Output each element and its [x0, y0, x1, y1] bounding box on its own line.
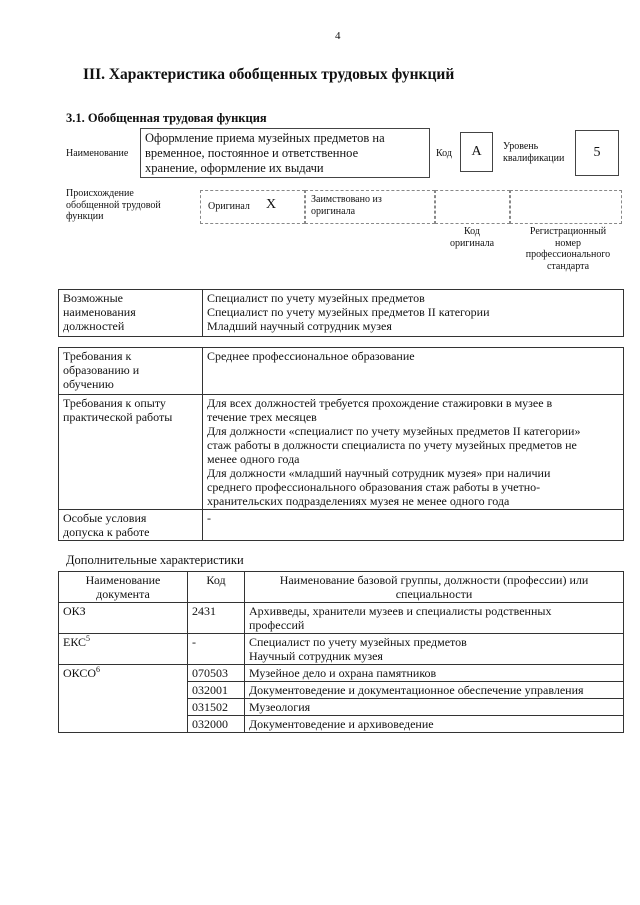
experience-line: Для должности «младший научный сотрудник музея» при наличии	[207, 466, 551, 480]
education-label-line: Требования к	[63, 349, 132, 363]
code-original-caption	[437, 226, 507, 249]
okso-code: 070503	[188, 665, 245, 682]
eks-code: -	[188, 634, 245, 665]
eks-name	[245, 634, 624, 665]
original-label: Оригинал	[208, 201, 250, 212]
function-name-box	[140, 128, 430, 178]
okso-footnote-ref: 6	[96, 665, 101, 674]
col-header-code: Код	[188, 572, 245, 603]
education-label-line: образованию и	[63, 363, 140, 377]
origin-label	[66, 188, 161, 223]
okz-name-line: Архивведы, хранители музеев и специалисты родственных	[249, 604, 552, 618]
table-row	[59, 634, 624, 665]
col-header-name-line: Наименование базовой группы, должности (профессии) или	[279, 573, 589, 587]
okso-doc	[59, 665, 188, 733]
function-name-line: Оформление приема музейных предметов на	[145, 131, 385, 145]
experience-line: среднего профессионального образования стаж работы в учетно-	[207, 480, 541, 494]
positions-label-line: наименования	[63, 305, 136, 319]
special-value: -	[203, 510, 624, 541]
education-value: Среднее профессиональное образование	[203, 348, 624, 395]
code-original-line: оригинала	[449, 237, 495, 249]
requirements-table	[58, 347, 624, 541]
reg-number-line: профессионального	[525, 249, 611, 260]
position-item: Специалист по учету музейных предметов	[207, 291, 425, 305]
experience-label	[59, 395, 203, 510]
okso-name: Документоведение и документационное обеспечение управления	[245, 682, 624, 699]
origin-label-line: обобщенной трудовой	[66, 199, 161, 211]
experience-line: течение трех месяцев	[207, 410, 317, 424]
okz-name-line: профессий	[249, 618, 305, 632]
reg-number-cell	[510, 190, 622, 224]
origin-label-line: Происхождение	[66, 188, 134, 199]
function-name-line: хранение, оформление их выдачи	[145, 161, 324, 175]
col-header-name-line: специальности	[395, 587, 473, 601]
eks-name-line: Специалист по учету музейных предметов	[249, 635, 467, 649]
position-item: Специалист по учету музейных предметов II категории	[207, 305, 490, 319]
okso-doc-text: ОКСО	[63, 666, 97, 680]
position-item: Младший научный сотрудник музея	[207, 319, 392, 333]
original-mark: X	[266, 197, 277, 212]
level-value: 5	[575, 130, 619, 176]
okso-name: Музейное дело и охрана памятников	[245, 665, 624, 682]
special-label	[59, 510, 203, 541]
level-label-line: Уровень	[503, 141, 539, 152]
positions-label-line: должностей	[63, 319, 125, 333]
additional-title: Дополнительные характеристики	[66, 553, 244, 567]
code-value: А	[460, 132, 493, 172]
reg-number-caption	[512, 226, 624, 272]
experience-line: стаж работы в должности специалиста по учету музейных предметов не	[207, 438, 577, 452]
special-label-line: допуска к работе	[63, 525, 150, 539]
additional-table	[58, 571, 624, 733]
okso-code: 031502	[188, 699, 245, 716]
level-label-line: квалификации	[503, 152, 565, 164]
function-name-line: временное, постоянное и ответственное	[145, 146, 359, 160]
okz-name	[245, 603, 624, 634]
level-label	[503, 141, 564, 164]
education-label	[59, 348, 203, 395]
experience-value	[203, 395, 624, 510]
experience-line: менее одного года	[207, 452, 300, 466]
experience-line: хранительских подразделениях музея не менее одного года	[207, 494, 510, 508]
okso-code: 032000	[188, 716, 245, 733]
eks-doc-text: ЕКС	[63, 635, 87, 649]
code-original-cell	[435, 190, 510, 224]
table-row	[59, 603, 624, 634]
positions-table	[58, 289, 624, 337]
reg-number-line: стандарта	[546, 260, 590, 272]
eks-footnote-ref: 5	[86, 634, 91, 643]
experience-line: Для должности «специалист по учету музейных предметов II категории»	[207, 424, 581, 438]
col-header-doc-line: Наименование	[85, 573, 161, 587]
page-number: 4	[335, 30, 341, 42]
positions-label	[59, 290, 203, 337]
borrowed-label	[311, 194, 382, 217]
name-label: Наименование	[66, 148, 129, 159]
positions-label-line: Возможные	[63, 291, 123, 305]
experience-label-line: Требования к опыту	[63, 396, 166, 410]
subsection-title: 3.1. Обобщенная трудовая функция	[66, 111, 267, 125]
positions-values	[203, 290, 624, 337]
okz-doc: ОКЗ	[59, 603, 188, 634]
origin-label-line: функции	[66, 211, 104, 222]
experience-line: Для всех должностей требуется прохождение стажировки в музее в	[207, 396, 553, 410]
reg-number-line: Регистрационный	[529, 226, 607, 237]
section-title: III. Характеристика обобщенных трудовых функций	[83, 66, 455, 83]
code-label: Код	[436, 148, 452, 159]
okso-name: Музеология	[245, 699, 624, 716]
col-header-doc	[59, 572, 188, 603]
reg-number-line: номер	[555, 237, 581, 249]
borrowed-label-line: оригинала	[311, 205, 356, 217]
col-header-name	[245, 572, 624, 603]
table-row	[59, 665, 624, 682]
okso-name: Документоведение и архивоведение	[245, 716, 624, 733]
eks-doc	[59, 634, 188, 665]
experience-label-line: практической работы	[63, 410, 173, 424]
col-header-doc-line: документа	[96, 587, 150, 601]
okso-code: 032001	[188, 682, 245, 699]
eks-name-line: Научный сотрудник музея	[249, 649, 383, 663]
education-label-line: обучению	[63, 377, 114, 391]
okz-code: 2431	[188, 603, 245, 634]
borrowed-label-line: Заимствовано из	[311, 194, 382, 205]
special-label-line: Особые условия	[63, 511, 147, 525]
code-original-line: Код	[464, 226, 480, 237]
